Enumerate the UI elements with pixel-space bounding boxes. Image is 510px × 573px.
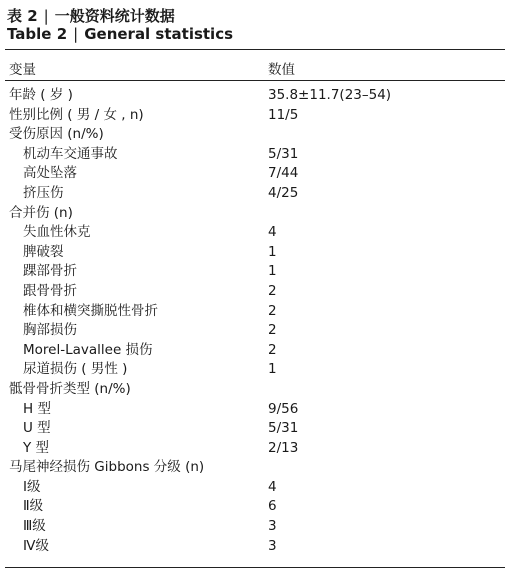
table-bottom-rule — [5, 567, 505, 568]
table-row — [0, 86, 510, 106]
row-label: Ⅲ级 — [23, 518, 46, 535]
row-value: 2 — [268, 302, 277, 319]
table-row — [0, 360, 510, 380]
table-row — [0, 380, 510, 400]
row-label: 受伤原因 (n/%) — [9, 126, 104, 143]
table-body — [0, 86, 510, 556]
table-row — [0, 145, 510, 165]
row-value: 5/31 — [268, 420, 299, 437]
row-value: 2/13 — [268, 439, 299, 456]
table-row — [0, 243, 510, 263]
row-value: 2 — [268, 282, 277, 299]
row-label: 胸部损伤 — [23, 322, 77, 339]
table-row — [0, 341, 510, 361]
table-row — [0, 478, 510, 498]
row-label: 机动车交通事故 — [23, 145, 118, 162]
table-row — [0, 537, 510, 557]
table-title-en — [7, 25, 233, 43]
row-label: 跟骨骨折 — [23, 282, 77, 299]
table-row — [0, 400, 510, 420]
table-caption-en: General statistics — [84, 25, 234, 43]
row-value: 2 — [268, 322, 277, 339]
table-row — [0, 419, 510, 439]
row-label: U 型 — [23, 420, 51, 437]
row-value: 3 — [268, 537, 277, 554]
table-row — [0, 282, 510, 302]
table-header-rule — [5, 80, 505, 81]
row-value: 3 — [268, 518, 277, 535]
row-label: 年龄 ( 岁 ) — [9, 87, 73, 103]
row-value: 4 — [268, 224, 277, 241]
row-label: Morel-Lavallee 损伤 — [23, 341, 153, 358]
row-label: 尿道损伤 ( 男性 ) — [23, 361, 128, 378]
column-header-value: 数值 — [268, 62, 295, 78]
row-label: Y 型 — [23, 439, 50, 456]
table-row — [0, 125, 510, 145]
row-label: 马尾神经损伤 Gibbons 分级 (n) — [9, 459, 205, 476]
row-label: Ⅱ级 — [23, 498, 44, 515]
row-label: 骶骨骨折类型 (n/%) — [9, 380, 131, 397]
row-value: 11/5 — [268, 106, 299, 123]
row-label: 失血性休克 — [23, 224, 91, 241]
row-label: 高处坠落 — [23, 165, 77, 182]
column-header-variable: 变量 — [9, 62, 36, 78]
table-row — [0, 321, 510, 341]
table-row — [0, 262, 510, 282]
table-row — [0, 106, 510, 126]
table-row — [0, 184, 510, 204]
row-label: Ⅳ级 — [23, 537, 49, 554]
row-value: 2 — [268, 341, 277, 358]
row-label: 踝部骨折 — [23, 263, 77, 280]
row-label: 挤压伤 — [23, 184, 64, 201]
row-label: 脾破裂 — [23, 243, 64, 260]
table-row — [0, 302, 510, 322]
row-value: 1 — [268, 263, 277, 280]
title-separator: | — [43, 7, 49, 25]
row-value: 5/31 — [268, 145, 299, 162]
row-value: 1 — [268, 243, 277, 260]
table-number-en: Table 2 — [7, 25, 68, 43]
row-label: Ⅰ级 — [23, 478, 41, 495]
row-value: 9/56 — [268, 400, 299, 417]
row-label: H 型 — [23, 400, 51, 417]
row-label: 椎体和横突撕脱性骨折 — [23, 302, 158, 319]
table-row — [0, 517, 510, 537]
row-value: 35.8±11.7(23–54) — [268, 87, 392, 103]
row-value: 4/25 — [268, 184, 299, 201]
row-label: 性别比例 ( 男 / 女 , n) — [9, 106, 144, 123]
table-row — [0, 497, 510, 517]
table-row — [0, 223, 510, 243]
row-value: 7/44 — [268, 165, 299, 182]
title-separator: | — [73, 25, 79, 43]
row-label: 合并伤 (n) — [9, 204, 73, 221]
table-row — [0, 164, 510, 184]
table-title-cn — [7, 5, 175, 26]
row-value: 6 — [268, 498, 277, 515]
table-caption-cn: 一般资料统计数据 — [54, 7, 175, 25]
table-row — [0, 439, 510, 459]
table-row — [0, 458, 510, 478]
table-top-rule — [5, 49, 505, 50]
table-number-cn: 表 2 — [7, 7, 38, 25]
table-row — [0, 204, 510, 224]
row-value: 1 — [268, 361, 277, 378]
row-value: 4 — [268, 478, 277, 495]
